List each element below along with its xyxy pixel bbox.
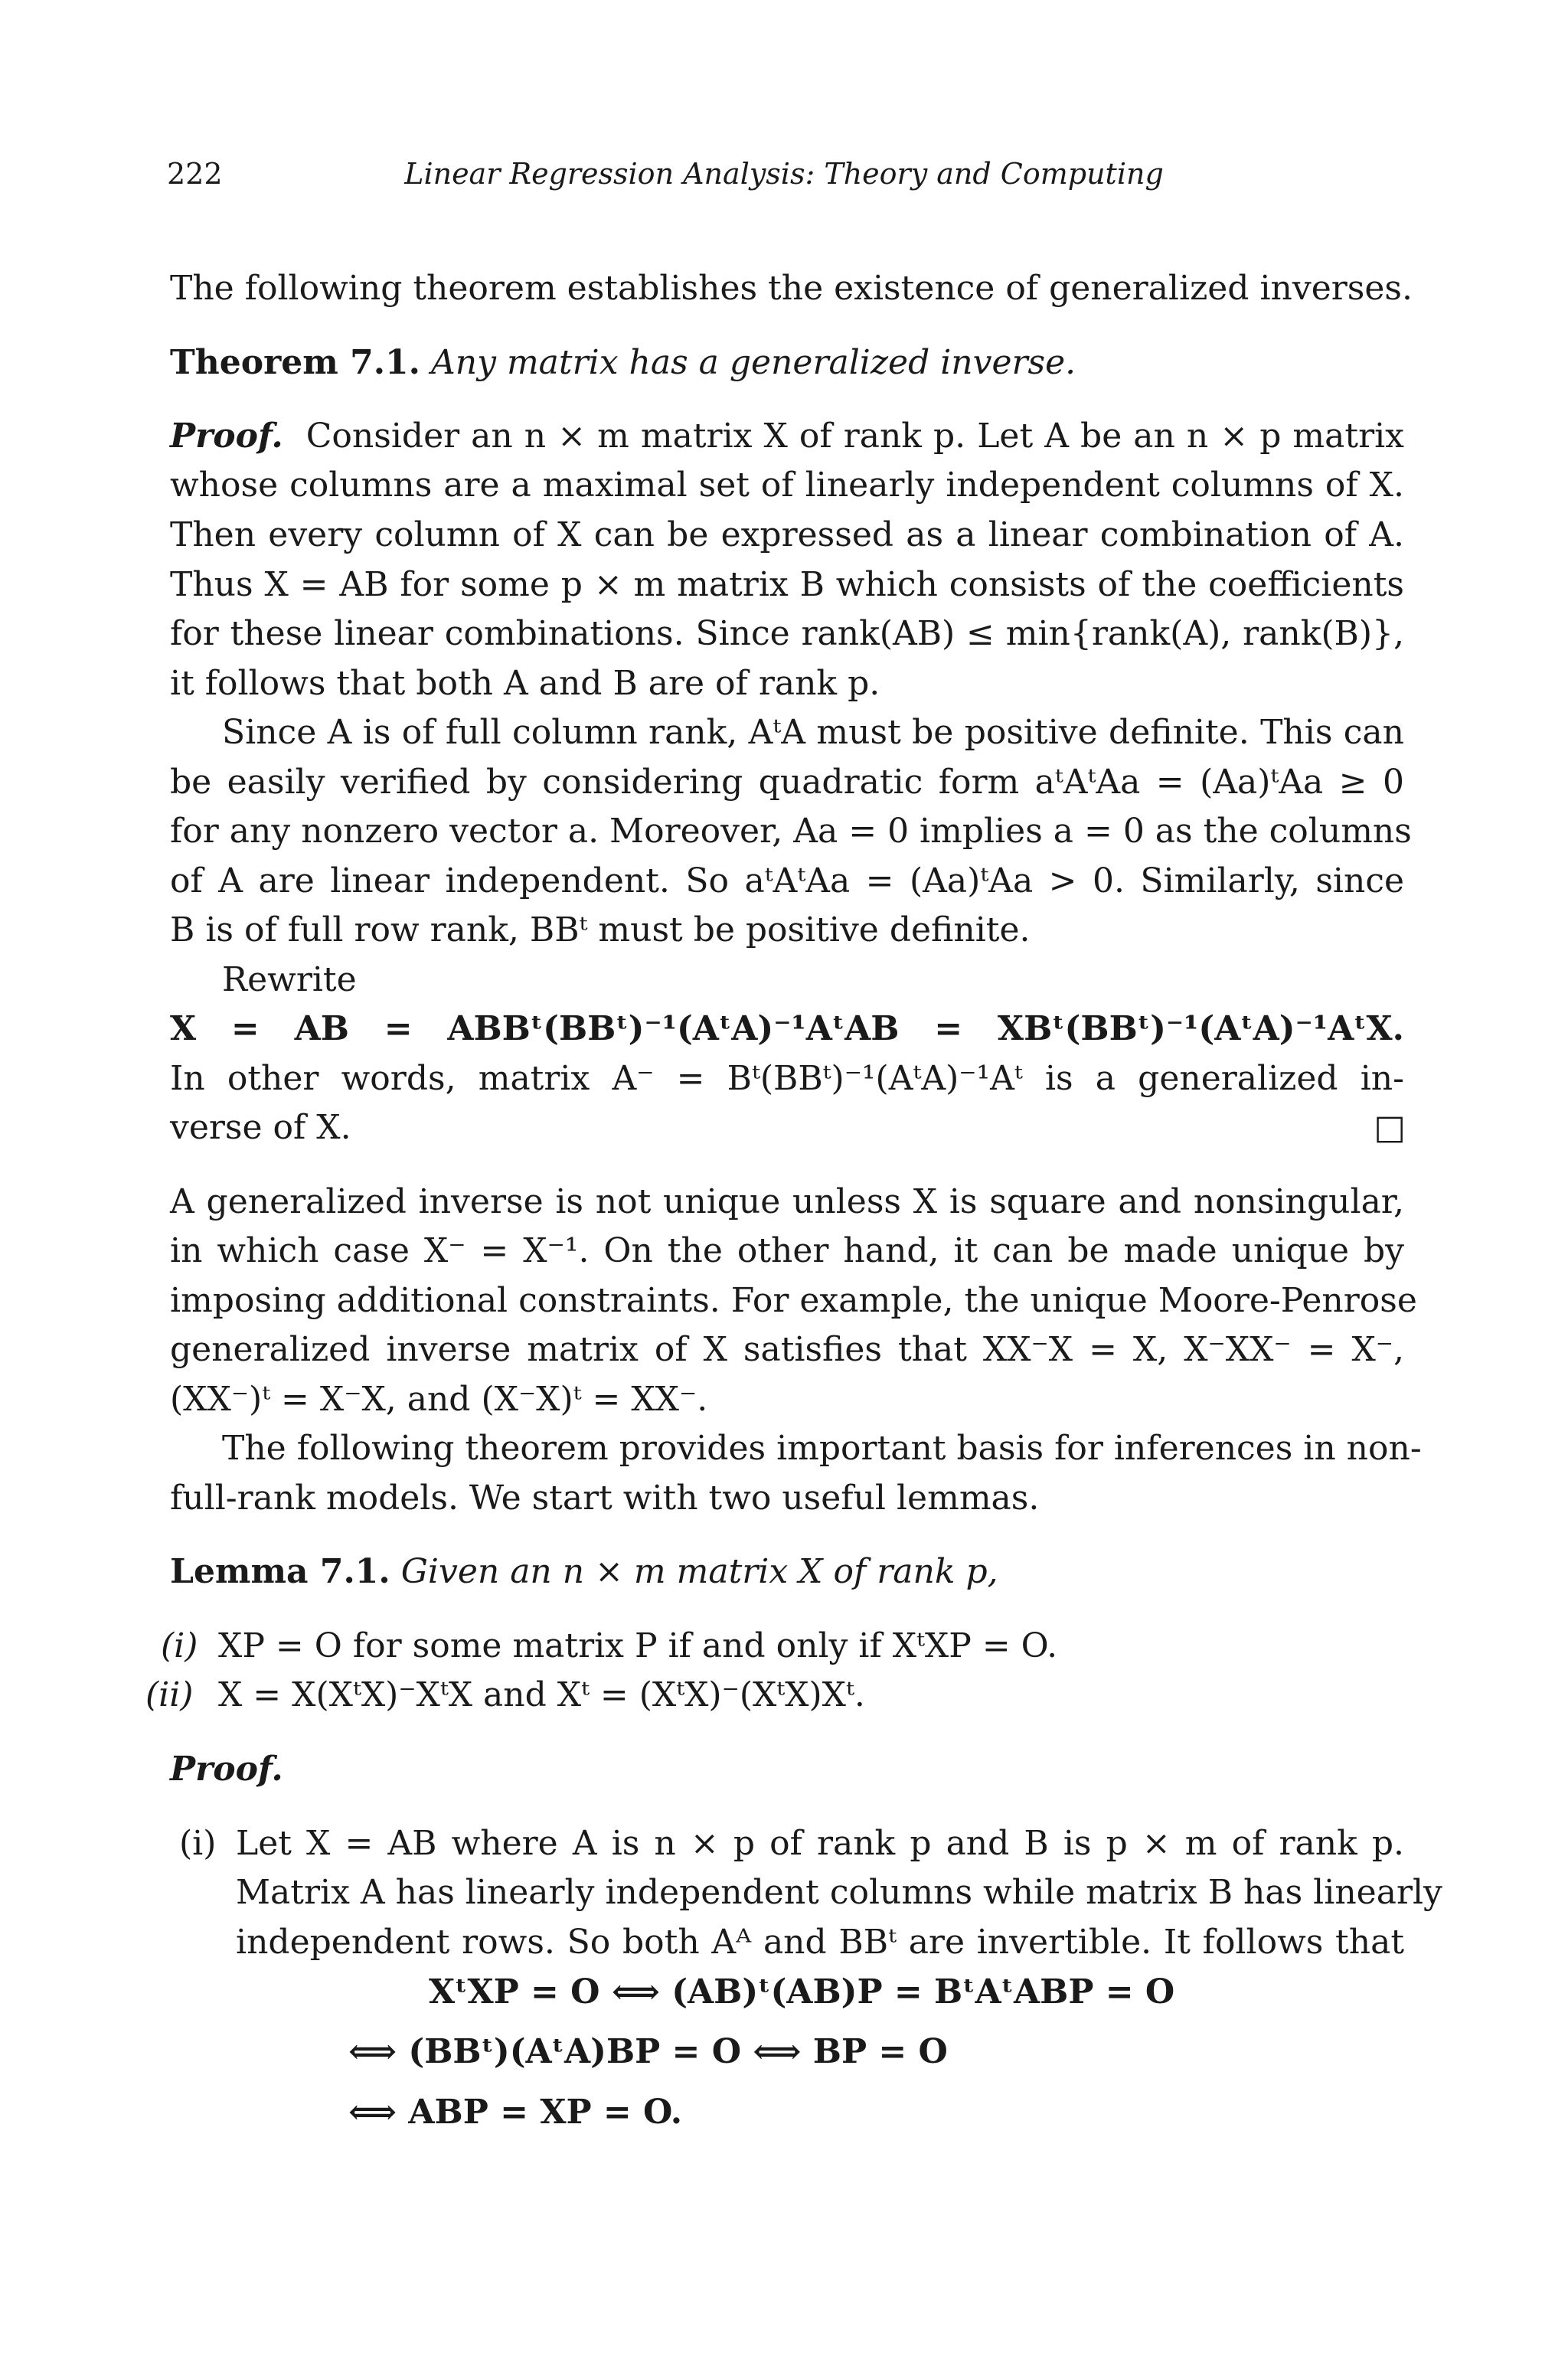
intro-line: The following theorem establishes the existence of generalized inverses. bbox=[170, 269, 1413, 308]
page-number: 222 bbox=[167, 157, 223, 191]
rewrite-equation: X = AB = ABBᵗ(BBᵗ)⁻¹(AᵗA)⁻¹AᵗAB = XBᵗ(BBᵗ)⁻¹(AᵗA)⁻¹AᵗX. bbox=[170, 1009, 1404, 1048]
theorem-7-1 bbox=[170, 338, 1404, 387]
lemma-item-i-marker: (i) bbox=[161, 1626, 198, 1665]
para-line-1: A generalized inverse is not unique unless X is square and nonsingular, bbox=[170, 1182, 1404, 1221]
lemma-item-ii-marker: (ii) bbox=[145, 1675, 194, 1714]
lemma-item-ii: X = X(XᵗX)⁻XᵗX and Xᵗ = (XᵗX)⁻(XᵗX)Xᵗ. bbox=[218, 1675, 865, 1714]
rewrite-label: Rewrite bbox=[222, 960, 357, 999]
proof-item-line-2: Matrix A has linearly independent columns while matrix B has linearly bbox=[236, 1873, 1442, 1912]
proof-label: Proof. bbox=[170, 417, 283, 456]
lemma-statement: Given an n × m matrix X of rank p, bbox=[400, 1552, 998, 1591]
para-line-7: full-rank models. We start with two useful lemmas. bbox=[170, 1479, 1040, 1518]
proof-line-9: for any nonzero vector a. Moreover, Aa = 0 implies a = 0 as the columns bbox=[170, 812, 1412, 851]
qed-symbol: □ bbox=[1374, 1108, 1406, 1147]
running-header bbox=[167, 157, 1401, 203]
proof-line-5: for these linear combinations. Since rank(AB) ≤ min{rank(A), rank(B)}, bbox=[170, 614, 1404, 653]
proof-line-1 bbox=[170, 412, 1404, 461]
proof-label-2: Proof. bbox=[170, 1750, 283, 1789]
proof-line-13: verse of X. bbox=[170, 1108, 351, 1147]
equivalence-line-2: ⟺ (BBᵗ)(AᵗA)BP = O ⟺ BP = O bbox=[348, 2032, 948, 2071]
lemma-label: Lemma 7.1. bbox=[170, 1552, 390, 1591]
proof-item-i-marker: (i) bbox=[179, 1824, 217, 1863]
proof-item-line-3: independent rows. So both Aᴬ and BBᵗ are invertible. It follows that bbox=[236, 1923, 1404, 1962]
para-line-3: imposing additional constraints. For example, the unique Moore-Penrose bbox=[170, 1281, 1417, 1320]
para-line-4: generalized inverse matrix of X satisfies that XX⁻X = X, X⁻XX⁻ = X⁻, bbox=[170, 1330, 1404, 1369]
proof-line-6: it follows that both A and B are of rank p. bbox=[170, 664, 880, 703]
para-line-6: The following theorem provides important basis for inferences in non- bbox=[222, 1429, 1422, 1468]
proof-line-8: be easily verified by considering quadratic form aᵗAᵗAa = (Aa)ᵗAa ≥ 0 bbox=[170, 763, 1404, 802]
proof-line-7: Since A is of full column rank, AᵗA must be positive definite. This can bbox=[222, 713, 1404, 752]
para-line-5: (XX⁻)ᵗ = X⁻X, and (X⁻X)ᵗ = XX⁻. bbox=[170, 1380, 708, 1419]
proof-line-11: B is of full row rank, BBᵗ must be positive definite. bbox=[170, 910, 1031, 949]
proof-line-3: Then every column of X can be expressed as a linear combination of A. bbox=[170, 515, 1404, 554]
proof-line-4: Thus X = AB for some p × m matrix B which consists of the coefficients bbox=[170, 565, 1404, 604]
theorem-label: Theorem 7.1. bbox=[170, 343, 420, 382]
para-line-2: in which case X⁻ = X⁻¹. On the other hand, it can be made unique by bbox=[170, 1231, 1404, 1270]
proof-item-line-1: Let X = AB where A is n × p of rank p and B is p × m of rank p. bbox=[236, 1824, 1404, 1863]
proof-text: Consider an n × m matrix X of rank p. Let A be an n × p matrix bbox=[305, 417, 1404, 456]
lemma-item-i: XP = O for some matrix P if and only if XᵗXP = O. bbox=[218, 1626, 1058, 1665]
equivalence-line-1: XᵗXP = O ⟺ (AB)ᵗ(AB)P = BᵗAᵗABP = O bbox=[429, 1972, 1175, 2011]
lemma-7-1 bbox=[170, 1547, 1404, 1596]
running-title: Linear Regression Analysis: Theory and Computing bbox=[404, 157, 1164, 191]
proof-line-2: whose columns are a maximal set of linearly independent columns of X. bbox=[170, 466, 1404, 505]
theorem-statement: Any matrix has a generalized inverse. bbox=[431, 343, 1076, 382]
proof-line-12: In other words, matrix A⁻ = Bᵗ(BBᵗ)⁻¹(AᵗA)⁻¹Aᵗ is a generalized in- bbox=[170, 1059, 1404, 1098]
proof-line-10: of A are linear independent. So aᵗAᵗAa = (Aa)ᵗAa > 0. Similarly, since bbox=[170, 861, 1404, 900]
equivalence-line-3: ⟺ ABP = XP = O. bbox=[348, 2093, 683, 2132]
